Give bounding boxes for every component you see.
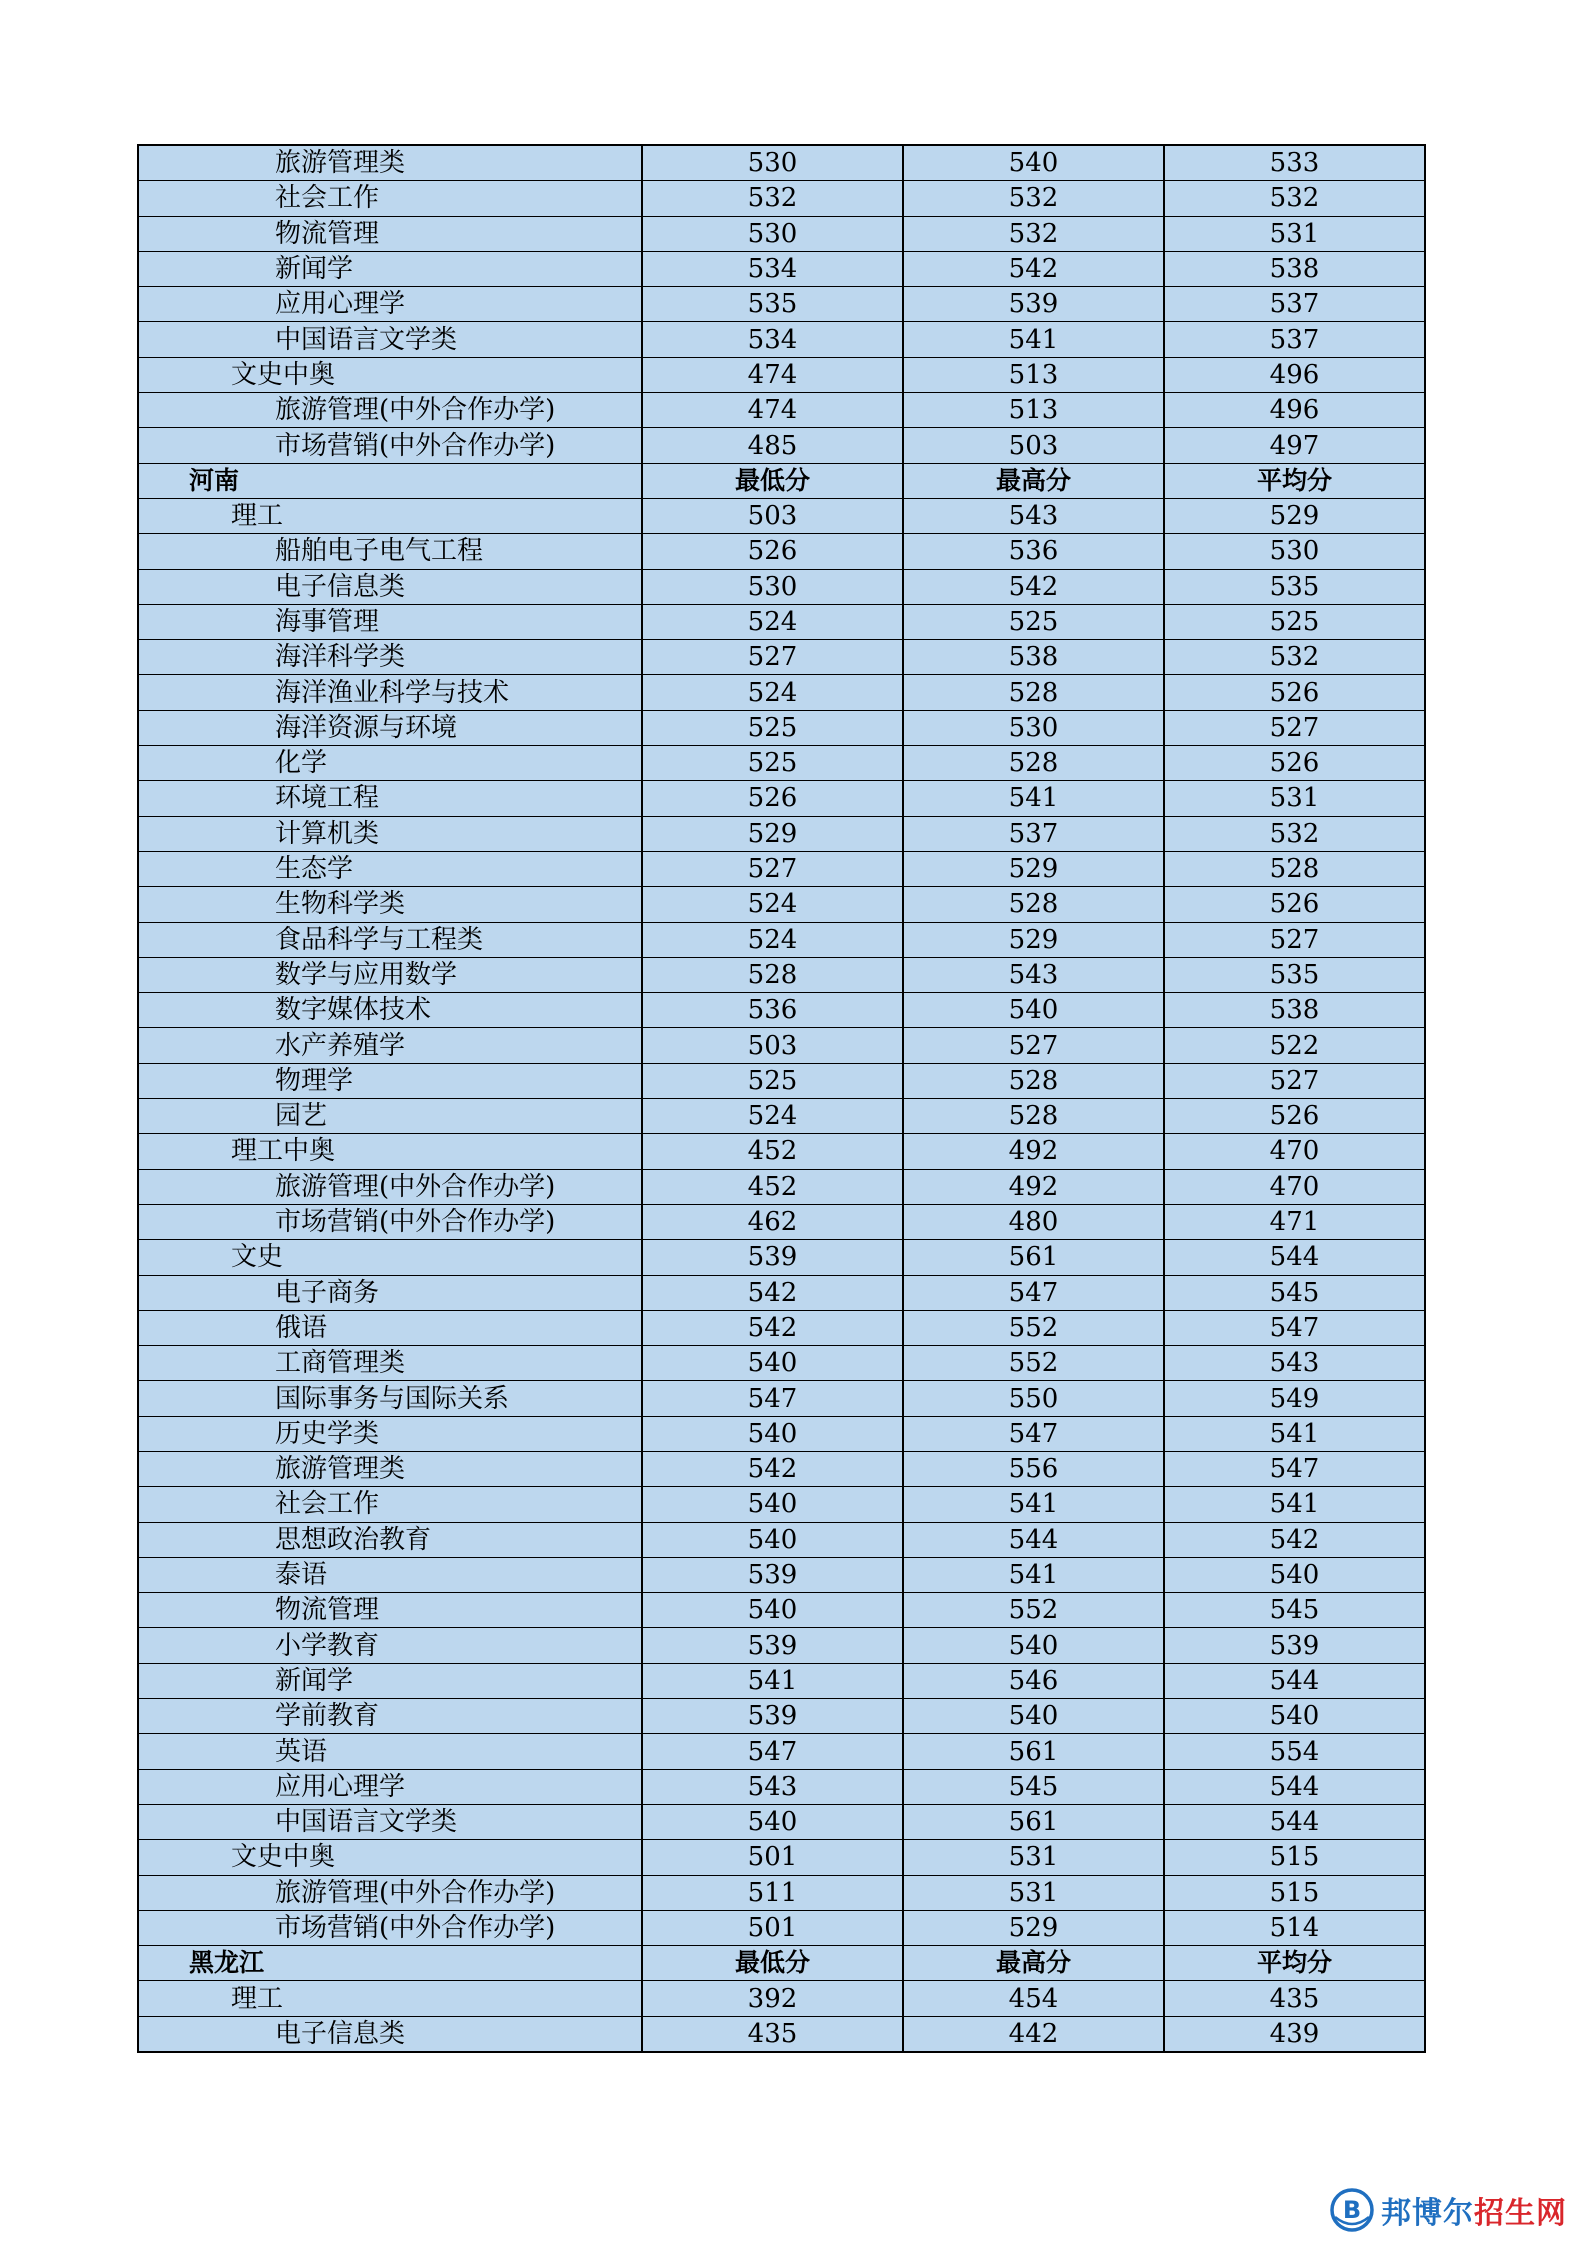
min-score-cell: 524 bbox=[642, 675, 903, 710]
max-score-cell: 529 bbox=[903, 851, 1164, 886]
max-score-cell: 528 bbox=[903, 1099, 1164, 1134]
major-row bbox=[138, 534, 1425, 569]
major-row bbox=[138, 887, 1425, 922]
max-score-cell: 547 bbox=[903, 1416, 1164, 1451]
major-name-cell: 旅游管理(中外合作办学) bbox=[138, 1875, 642, 1910]
max-score-cell: 550 bbox=[903, 1381, 1164, 1416]
column-header-min: 最低分 bbox=[642, 1946, 903, 1981]
min-score-cell: 462 bbox=[642, 1204, 903, 1239]
major-row bbox=[138, 710, 1425, 745]
major-name-cell: 物理学 bbox=[138, 1063, 642, 1098]
major-row bbox=[138, 781, 1425, 816]
major-row bbox=[138, 145, 1425, 181]
major-name-cell: 生态学 bbox=[138, 851, 642, 886]
major-name-cell: 食品科学与工程类 bbox=[138, 922, 642, 957]
major-name-cell: 文史中奥 bbox=[138, 357, 642, 392]
max-score-cell: 536 bbox=[903, 534, 1164, 569]
major-name-cell: 文史中奥 bbox=[138, 1840, 642, 1875]
max-score-cell: 544 bbox=[903, 1522, 1164, 1557]
watermark-text-part1: 邦博尔 bbox=[1381, 2196, 1474, 2231]
major-row bbox=[138, 957, 1425, 992]
min-score-cell: 543 bbox=[642, 1769, 903, 1804]
min-score-cell: 527 bbox=[642, 851, 903, 886]
avg-score-cell: 531 bbox=[1164, 781, 1425, 816]
major-name-cell: 应用心理学 bbox=[138, 287, 642, 322]
major-row bbox=[138, 1346, 1425, 1381]
major-name-cell: 英语 bbox=[138, 1734, 642, 1769]
major-name-cell: 历史学类 bbox=[138, 1416, 642, 1451]
max-score-cell: 529 bbox=[903, 1910, 1164, 1945]
max-score-cell: 513 bbox=[903, 357, 1164, 392]
min-score-cell: 540 bbox=[642, 1416, 903, 1451]
min-score-cell: 524 bbox=[642, 887, 903, 922]
major-name-cell: 旅游管理类 bbox=[138, 1451, 642, 1486]
min-score-cell: 485 bbox=[642, 428, 903, 463]
major-name-cell: 理工 bbox=[138, 498, 642, 533]
min-score-cell: 534 bbox=[642, 251, 903, 286]
major-name-cell: 应用心理学 bbox=[138, 1769, 642, 1804]
min-score-cell: 535 bbox=[642, 287, 903, 322]
avg-score-cell: 528 bbox=[1164, 851, 1425, 886]
major-name-cell: 市场营销(中外合作办学) bbox=[138, 1204, 642, 1239]
avg-score-cell: 535 bbox=[1164, 569, 1425, 604]
major-row bbox=[138, 1310, 1425, 1345]
avg-score-cell: 497 bbox=[1164, 428, 1425, 463]
max-score-cell: 556 bbox=[903, 1451, 1164, 1486]
major-row bbox=[138, 1804, 1425, 1839]
score-table-body bbox=[138, 145, 1425, 2052]
avg-score-cell: 544 bbox=[1164, 1804, 1425, 1839]
avg-score-cell: 554 bbox=[1164, 1734, 1425, 1769]
category-row bbox=[138, 1240, 1425, 1275]
major-row bbox=[138, 1063, 1425, 1098]
avg-score-cell: 526 bbox=[1164, 887, 1425, 922]
avg-score-cell: 470 bbox=[1164, 1169, 1425, 1204]
max-score-cell: 530 bbox=[903, 710, 1164, 745]
major-name-cell: 生物科学类 bbox=[138, 887, 642, 922]
min-score-cell: 539 bbox=[642, 1628, 903, 1663]
major-row bbox=[138, 816, 1425, 851]
major-name-cell: 工商管理类 bbox=[138, 1346, 642, 1381]
major-row bbox=[138, 1593, 1425, 1628]
major-name-cell: 旅游管理(中外合作办学) bbox=[138, 1169, 642, 1204]
min-score-cell: 435 bbox=[642, 2016, 903, 2052]
avg-score-cell: 527 bbox=[1164, 1063, 1425, 1098]
column-header-min: 最低分 bbox=[642, 463, 903, 498]
max-score-cell: 547 bbox=[903, 1275, 1164, 1310]
min-score-cell: 540 bbox=[642, 1593, 903, 1628]
major-row bbox=[138, 569, 1425, 604]
major-row bbox=[138, 1028, 1425, 1063]
max-score-cell: 492 bbox=[903, 1134, 1164, 1169]
category-row bbox=[138, 357, 1425, 392]
major-name-cell: 旅游管理类 bbox=[138, 145, 642, 181]
major-name-cell: 海洋渔业科学与技术 bbox=[138, 675, 642, 710]
max-score-cell: 540 bbox=[903, 1699, 1164, 1734]
avg-score-cell: 525 bbox=[1164, 604, 1425, 639]
max-score-cell: 503 bbox=[903, 428, 1164, 463]
min-score-cell: 526 bbox=[642, 781, 903, 816]
max-score-cell: 552 bbox=[903, 1310, 1164, 1345]
province-name-cell: 黑龙江 bbox=[138, 1946, 642, 1981]
min-score-cell: 525 bbox=[642, 1063, 903, 1098]
major-row bbox=[138, 851, 1425, 886]
major-name-cell: 海洋资源与环境 bbox=[138, 710, 642, 745]
min-score-cell: 524 bbox=[642, 1099, 903, 1134]
major-name-cell: 电子信息类 bbox=[138, 2016, 642, 2052]
max-score-cell: 529 bbox=[903, 922, 1164, 957]
avg-score-cell: 514 bbox=[1164, 1910, 1425, 1945]
avg-score-cell: 542 bbox=[1164, 1522, 1425, 1557]
min-score-cell: 474 bbox=[642, 357, 903, 392]
max-score-cell: 527 bbox=[903, 1028, 1164, 1063]
major-row bbox=[138, 1169, 1425, 1204]
major-name-cell: 数字媒体技术 bbox=[138, 993, 642, 1028]
min-score-cell: 524 bbox=[642, 604, 903, 639]
max-score-cell: 528 bbox=[903, 675, 1164, 710]
major-row bbox=[138, 675, 1425, 710]
max-score-cell: 561 bbox=[903, 1804, 1164, 1839]
min-score-cell: 530 bbox=[642, 216, 903, 251]
major-row bbox=[138, 1522, 1425, 1557]
major-row bbox=[138, 1910, 1425, 1945]
avg-score-cell: 522 bbox=[1164, 1028, 1425, 1063]
max-score-cell: 492 bbox=[903, 1169, 1164, 1204]
major-name-cell: 文史 bbox=[138, 1240, 642, 1275]
avg-score-cell: 541 bbox=[1164, 1416, 1425, 1451]
major-name-cell: 俄语 bbox=[138, 1310, 642, 1345]
max-score-cell: 541 bbox=[903, 1487, 1164, 1522]
avg-score-cell: 526 bbox=[1164, 1099, 1425, 1134]
max-score-cell: 525 bbox=[903, 604, 1164, 639]
max-score-cell: 546 bbox=[903, 1663, 1164, 1698]
max-score-cell: 539 bbox=[903, 287, 1164, 322]
min-score-cell: 547 bbox=[642, 1381, 903, 1416]
avg-score-cell: 496 bbox=[1164, 357, 1425, 392]
column-header-avg: 平均分 bbox=[1164, 1946, 1425, 1981]
avg-score-cell: 543 bbox=[1164, 1346, 1425, 1381]
column-header-max: 最高分 bbox=[903, 1946, 1164, 1981]
max-score-cell: 528 bbox=[903, 887, 1164, 922]
watermark-text-part2: 招生网 bbox=[1474, 2196, 1567, 2231]
major-row bbox=[138, 216, 1425, 251]
avg-score-cell: 545 bbox=[1164, 1275, 1425, 1310]
major-name-cell: 海事管理 bbox=[138, 604, 642, 639]
avg-score-cell: 470 bbox=[1164, 1134, 1425, 1169]
min-score-cell: 530 bbox=[642, 569, 903, 604]
min-score-cell: 501 bbox=[642, 1910, 903, 1945]
major-row bbox=[138, 393, 1425, 428]
major-row bbox=[138, 1628, 1425, 1663]
max-score-cell: 531 bbox=[903, 1840, 1164, 1875]
max-score-cell: 541 bbox=[903, 1557, 1164, 1592]
major-name-cell: 环境工程 bbox=[138, 781, 642, 816]
min-score-cell: 525 bbox=[642, 710, 903, 745]
min-score-cell: 501 bbox=[642, 1840, 903, 1875]
major-name-cell: 泰语 bbox=[138, 1557, 642, 1592]
major-name-cell: 水产养殖学 bbox=[138, 1028, 642, 1063]
max-score-cell: 543 bbox=[903, 498, 1164, 533]
watermark bbox=[1329, 2182, 1567, 2238]
avg-score-cell: 435 bbox=[1164, 1981, 1425, 2016]
avg-score-cell: 527 bbox=[1164, 922, 1425, 957]
category-row bbox=[138, 1840, 1425, 1875]
max-score-cell: 541 bbox=[903, 322, 1164, 357]
max-score-cell: 538 bbox=[903, 640, 1164, 675]
major-name-cell: 社会工作 bbox=[138, 181, 642, 216]
major-name-cell: 中国语言文学类 bbox=[138, 1804, 642, 1839]
max-score-cell: 531 bbox=[903, 1875, 1164, 1910]
major-name-cell: 小学教育 bbox=[138, 1628, 642, 1663]
min-score-cell: 527 bbox=[642, 640, 903, 675]
major-name-cell: 电子商务 bbox=[138, 1275, 642, 1310]
max-score-cell: 542 bbox=[903, 251, 1164, 286]
max-score-cell: 545 bbox=[903, 1769, 1164, 1804]
min-score-cell: 530 bbox=[642, 145, 903, 181]
avg-score-cell: 535 bbox=[1164, 957, 1425, 992]
max-score-cell: 540 bbox=[903, 993, 1164, 1028]
avg-score-cell: 533 bbox=[1164, 145, 1425, 181]
min-score-cell: 540 bbox=[642, 1804, 903, 1839]
major-row bbox=[138, 1769, 1425, 1804]
major-name-cell: 园艺 bbox=[138, 1099, 642, 1134]
province-name-cell: 河南 bbox=[138, 463, 642, 498]
major-name-cell: 学前教育 bbox=[138, 1699, 642, 1734]
major-name-cell: 社会工作 bbox=[138, 1487, 642, 1522]
avg-score-cell: 544 bbox=[1164, 1663, 1425, 1698]
min-score-cell: 547 bbox=[642, 1734, 903, 1769]
max-score-cell: 454 bbox=[903, 1981, 1164, 2016]
max-score-cell: 532 bbox=[903, 216, 1164, 251]
major-row bbox=[138, 1734, 1425, 1769]
avg-score-cell: 538 bbox=[1164, 993, 1425, 1028]
avg-score-cell: 526 bbox=[1164, 746, 1425, 781]
avg-score-cell: 540 bbox=[1164, 1699, 1425, 1734]
max-score-cell: 541 bbox=[903, 781, 1164, 816]
min-score-cell: 542 bbox=[642, 1451, 903, 1486]
major-row bbox=[138, 1204, 1425, 1239]
avg-score-cell: 537 bbox=[1164, 287, 1425, 322]
max-score-cell: 532 bbox=[903, 181, 1164, 216]
max-score-cell: 552 bbox=[903, 1346, 1164, 1381]
avg-score-cell: 439 bbox=[1164, 2016, 1425, 2052]
avg-score-cell: 547 bbox=[1164, 1310, 1425, 1345]
max-score-cell: 540 bbox=[903, 145, 1164, 181]
major-name-cell: 新闻学 bbox=[138, 1663, 642, 1698]
min-score-cell: 392 bbox=[642, 1981, 903, 2016]
avg-score-cell: 538 bbox=[1164, 251, 1425, 286]
max-score-cell: 542 bbox=[903, 569, 1164, 604]
major-name-cell: 数学与应用数学 bbox=[138, 957, 642, 992]
major-name-cell: 思想政治教育 bbox=[138, 1522, 642, 1557]
max-score-cell: 480 bbox=[903, 1204, 1164, 1239]
min-score-cell: 524 bbox=[642, 922, 903, 957]
min-score-cell: 511 bbox=[642, 1875, 903, 1910]
min-score-cell: 503 bbox=[642, 498, 903, 533]
min-score-cell: 539 bbox=[642, 1240, 903, 1275]
avg-score-cell: 545 bbox=[1164, 1593, 1425, 1628]
major-row bbox=[138, 2016, 1425, 2052]
major-row bbox=[138, 322, 1425, 357]
category-row bbox=[138, 1134, 1425, 1169]
min-score-cell: 539 bbox=[642, 1557, 903, 1592]
min-score-cell: 542 bbox=[642, 1310, 903, 1345]
min-score-cell: 503 bbox=[642, 1028, 903, 1063]
major-row bbox=[138, 604, 1425, 639]
major-row bbox=[138, 1275, 1425, 1310]
min-score-cell: 452 bbox=[642, 1169, 903, 1204]
avg-score-cell: 530 bbox=[1164, 534, 1425, 569]
major-row bbox=[138, 1381, 1425, 1416]
max-score-cell: 561 bbox=[903, 1240, 1164, 1275]
major-row bbox=[138, 1416, 1425, 1451]
major-row bbox=[138, 287, 1425, 322]
major-name-cell: 化学 bbox=[138, 746, 642, 781]
major-name-cell: 理工中奥 bbox=[138, 1134, 642, 1169]
major-name-cell: 旅游管理(中外合作办学) bbox=[138, 393, 642, 428]
min-score-cell: 536 bbox=[642, 993, 903, 1028]
min-score-cell: 542 bbox=[642, 1275, 903, 1310]
min-score-cell: 539 bbox=[642, 1699, 903, 1734]
max-score-cell: 528 bbox=[903, 1063, 1164, 1098]
min-score-cell: 534 bbox=[642, 322, 903, 357]
watermark-logo-letter: B bbox=[1342, 2196, 1362, 2224]
avg-score-cell: 547 bbox=[1164, 1451, 1425, 1486]
major-name-cell: 新闻学 bbox=[138, 251, 642, 286]
avg-score-cell: 529 bbox=[1164, 498, 1425, 533]
column-header-max: 最高分 bbox=[903, 463, 1164, 498]
category-row bbox=[138, 498, 1425, 533]
min-score-cell: 541 bbox=[642, 1663, 903, 1698]
min-score-cell: 452 bbox=[642, 1134, 903, 1169]
min-score-cell: 540 bbox=[642, 1522, 903, 1557]
major-name-cell: 海洋科学类 bbox=[138, 640, 642, 675]
major-row bbox=[138, 1557, 1425, 1592]
major-row bbox=[138, 1699, 1425, 1734]
major-name-cell: 电子信息类 bbox=[138, 569, 642, 604]
min-score-cell: 532 bbox=[642, 181, 903, 216]
avg-score-cell: 515 bbox=[1164, 1875, 1425, 1910]
major-row bbox=[138, 640, 1425, 675]
min-score-cell: 525 bbox=[642, 746, 903, 781]
avg-score-cell: 496 bbox=[1164, 393, 1425, 428]
major-name-cell: 物流管理 bbox=[138, 1593, 642, 1628]
major-row bbox=[138, 993, 1425, 1028]
major-name-cell: 计算机类 bbox=[138, 816, 642, 851]
score-table bbox=[137, 144, 1426, 2053]
max-score-cell: 537 bbox=[903, 816, 1164, 851]
avg-score-cell: 515 bbox=[1164, 1840, 1425, 1875]
avg-score-cell: 541 bbox=[1164, 1487, 1425, 1522]
avg-score-cell: 527 bbox=[1164, 710, 1425, 745]
major-name-cell: 国际事务与国际关系 bbox=[138, 1381, 642, 1416]
major-name-cell: 中国语言文学类 bbox=[138, 322, 642, 357]
major-row bbox=[138, 1099, 1425, 1134]
avg-score-cell: 526 bbox=[1164, 675, 1425, 710]
min-score-cell: 540 bbox=[642, 1346, 903, 1381]
major-name-cell: 理工 bbox=[138, 1981, 642, 2016]
min-score-cell: 528 bbox=[642, 957, 903, 992]
min-score-cell: 529 bbox=[642, 816, 903, 851]
watermark-text bbox=[1381, 2188, 1567, 2232]
category-row bbox=[138, 1981, 1425, 2016]
min-score-cell: 526 bbox=[642, 534, 903, 569]
major-row bbox=[138, 428, 1425, 463]
avg-score-cell: 532 bbox=[1164, 181, 1425, 216]
avg-score-cell: 544 bbox=[1164, 1769, 1425, 1804]
major-row bbox=[138, 1487, 1425, 1522]
watermark-logo-icon bbox=[1329, 2187, 1375, 2233]
max-score-cell: 528 bbox=[903, 746, 1164, 781]
major-row bbox=[138, 746, 1425, 781]
max-score-cell: 543 bbox=[903, 957, 1164, 992]
avg-score-cell: 544 bbox=[1164, 1240, 1425, 1275]
avg-score-cell: 531 bbox=[1164, 216, 1425, 251]
major-row bbox=[138, 1663, 1425, 1698]
avg-score-cell: 549 bbox=[1164, 1381, 1425, 1416]
major-name-cell: 市场营销(中外合作办学) bbox=[138, 428, 642, 463]
column-header-avg: 平均分 bbox=[1164, 463, 1425, 498]
avg-score-cell: 540 bbox=[1164, 1557, 1425, 1592]
max-score-cell: 540 bbox=[903, 1628, 1164, 1663]
max-score-cell: 561 bbox=[903, 1734, 1164, 1769]
max-score-cell: 442 bbox=[903, 2016, 1164, 2052]
avg-score-cell: 532 bbox=[1164, 640, 1425, 675]
province-header-row bbox=[138, 463, 1425, 498]
avg-score-cell: 532 bbox=[1164, 816, 1425, 851]
major-name-cell: 物流管理 bbox=[138, 216, 642, 251]
max-score-cell: 552 bbox=[903, 1593, 1164, 1628]
major-row bbox=[138, 251, 1425, 286]
major-name-cell: 市场营销(中外合作办学) bbox=[138, 1910, 642, 1945]
avg-score-cell: 471 bbox=[1164, 1204, 1425, 1239]
max-score-cell: 513 bbox=[903, 393, 1164, 428]
province-header-row bbox=[138, 1946, 1425, 1981]
major-row bbox=[138, 1451, 1425, 1486]
major-row bbox=[138, 1875, 1425, 1910]
major-name-cell: 船舶电子电气工程 bbox=[138, 534, 642, 569]
avg-score-cell: 537 bbox=[1164, 322, 1425, 357]
avg-score-cell: 539 bbox=[1164, 1628, 1425, 1663]
major-row bbox=[138, 181, 1425, 216]
major-row bbox=[138, 922, 1425, 957]
min-score-cell: 474 bbox=[642, 393, 903, 428]
min-score-cell: 540 bbox=[642, 1487, 903, 1522]
